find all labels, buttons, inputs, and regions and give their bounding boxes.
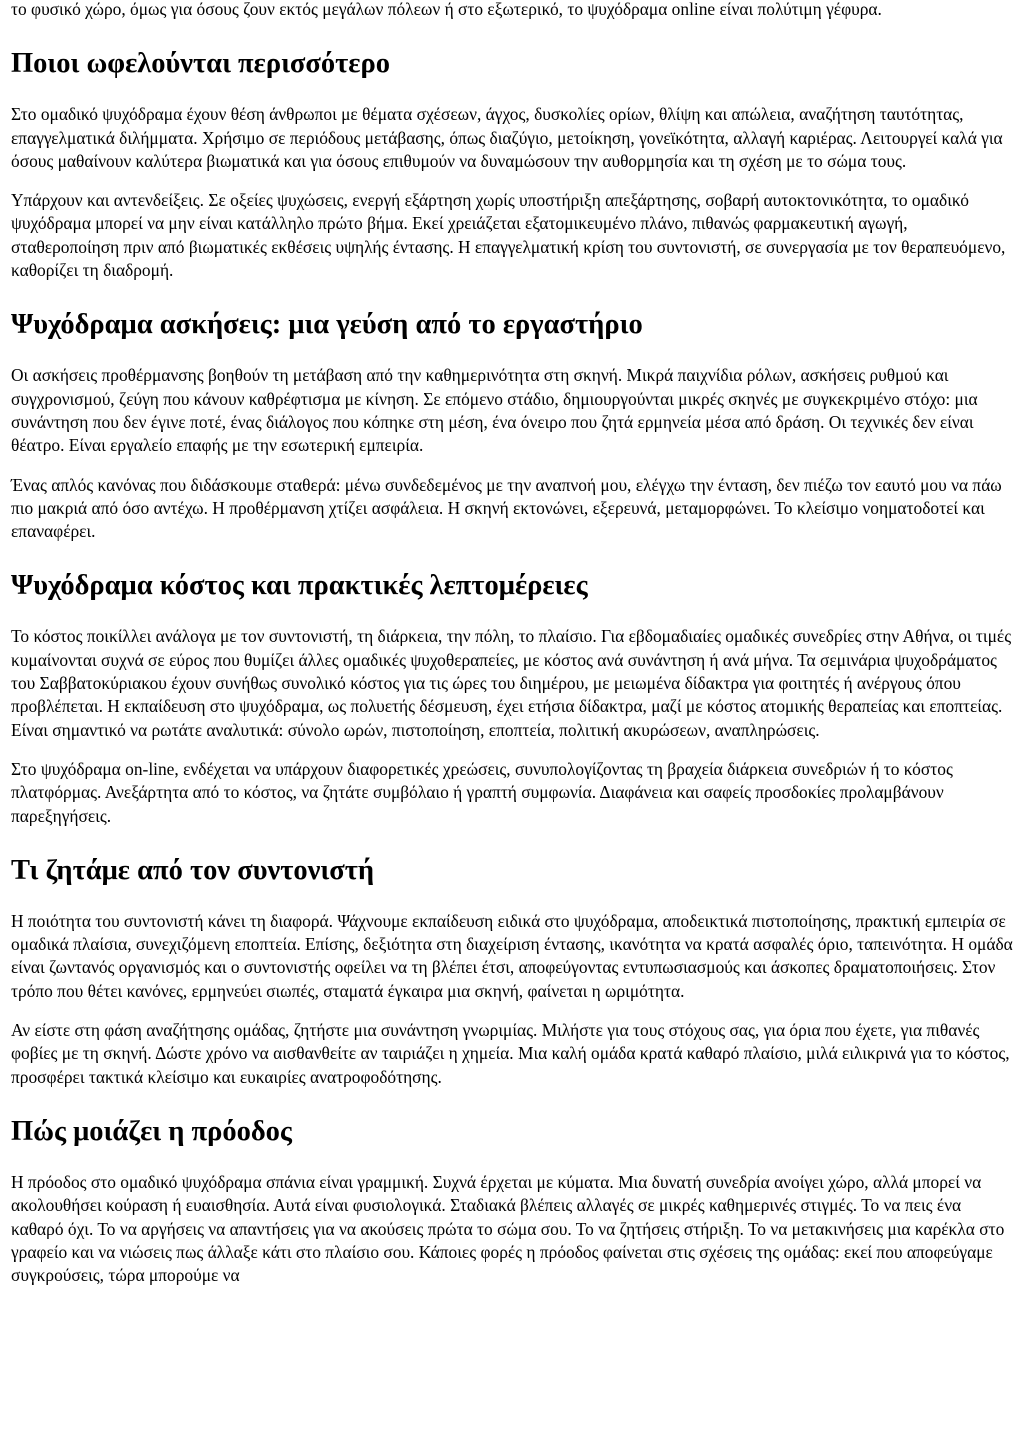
- section-heading: Ψυχόδραμα κόστος και πρακτικές λεπτομέρειες: [11, 570, 588, 602]
- paragraph: Η πρόοδος στο ομαδικό ψυχόδραμα σπάνια είναι γραμμική. Συχνά έρχεται με κύματα. Μια δυνατή συνεδρία ανοίγει χώρο, αλλά μπορεί να ακολουθήσει κούραση ή ευαισθησία. Αυτά είναι φυσιολογικά. Σταδιακά βλέπεις αλλαγές σε μικρές καθημερινές στιγμές. Το να πεις ένα καθαρό όχι. Το να αργήσεις να απαντήσεις για να ακούσεις πρώτα το σώμα σου. Το να ζητήσεις στήριξη. Το να μετακινήσεις μια καρέκλα στο γραφείο και να νιώσεις πως άλλαξε κάτι στο πλαίσιο σου. Κάποιες φορές η πρόοδος φαίνεται στις σχέσεις της ομάδας: εκεί που αποφεύγαμε συγκρούσεις, τώρα μπορούμε να: [11, 1171, 1005, 1286]
- section-heading: Ψυχόδραμα ασκήσεις: μια γεύση από το εργαστήριο: [11, 309, 643, 341]
- section-progress: [11, 1115, 1016, 1287]
- paragraph: Υπάρχουν και αντενδείξεις. Σε οξείες ψυχώσεις, ενεργή εξάρτηση χωρίς υποστήριξη απεξάρτησης, σοβαρή αυτοκτονικότητα, το ομαδικό ψυχόδραμα μπορεί να μην είναι κατάλληλο πρώτο βήμα. Εκεί χρειάζεται εξατομικευμένο πλάνο, πιθανώς φαρμακευτική αγωγή, σταθεροποίηση πριν από βιωματικές εκθέσεις υψηλής έντασης. Η επαγγελματική κρίση του συντονιστή, σε συνεργασία με τον θεραπευόμενο, καθορίζει τη διαδρομή.: [11, 190, 1006, 281]
- section-who-benefits: [11, 47, 1016, 282]
- section-heading: Πώς μοιάζει η πρόοδος: [11, 1115, 292, 1147]
- paragraph: Ένας απλός κανόνας που διδάσκουμε σταθερά: μένω συνδεδεμένος με την αναπνοή μου, ελέγχω την ένταση, δεν πιέζω τον εαυτό μου να πάω πιο μακριά από όσο αντέχω. Η προθέρμανση χτίζει ασφάλεια. Η σκηνή εκτονώνει, εξερευνά, μεταμορφώνει. Το κλείσιμο νοηματοδοτεί και επαναφέρει.: [11, 474, 1002, 542]
- paragraph: Αν είστε στη φάση αναζήτησης ομάδας, ζητήστε μια συνάντηση γνωριμίας. Μιλήστε για τους στόχους σας, για όρια που έχετε, για πιθανές φοβίες με τη σκηνή. Δώστε χρόνο να αισθανθείτε αν ταιριάζει η χημεία. Μια καλή ομάδα κρατά καθαρό πλαίσιο, μιλά ειλικρινά για το κόστος, προσφέρει τακτικά κλείσιμο και ευκαιρίες ανατροφοδότησης.: [11, 1020, 1010, 1087]
- section-facilitator: [11, 854, 1016, 1089]
- paragraph: Η ποιότητα του συντονιστή κάνει τη διαφορά. Ψάχνουμε εκπαίδευση ειδικά στο ψυχόδραμα, αποδεικτικά πιστοποίησης, πρακτική εμπειρία σε ομαδικά πλαίσια, συνεχιζόμενη εποπτεία. Επίσης, δεξιότητα στη διαχείριση έντασης, ικανότητα να κρατά ασφαλές όριο, ταπεινότητα. Η ομάδα είναι ζωντανός οργανισμός και ο συντονιστής οφείλει να τη βλέπει έτσι, αποφεύγοντας εντυπωσιασμούς και άσκοπες δραματοποιήσεις. Στον τρόπο που θέτει κανόνες, ερμηνεύει σιωπές, σταματά έγκαιρα μια σκηνή, φαίνεται η ωριμότητα.: [11, 910, 1013, 1001]
- paragraph: Στο ψυχόδραμα on-line, ενδέχεται να υπάρχουν διαφορετικές χρεώσεις, συνυπολογίζοντας τη βραχεία διάρκεια συνεδριών ή το κόστος πλατφόρμας. Ανεξάρτητα από το κόστος, να ζητάτε συμβόλαιο ή γραπτή συμφωνία. Διαφάνεια και σαφείς προσδοκίες προλαμβάνουν παρεξηγήσεις.: [11, 758, 953, 826]
- section-heading: Τι ζητάμε από τον συντονιστή: [11, 854, 375, 886]
- intro-paragraph: το φυσικό χώρο, όμως για όσους ζουν εκτός μεγάλων πόλεων ή στο εξωτερικό, το ψυχόδραμα online είναι πολύτιμη γέφυρα.: [11, 0, 882, 19]
- section-exercises: [11, 308, 1016, 543]
- section-heading: Ποιοι ωφελούνται περισσότερο: [11, 48, 390, 80]
- section-cost: [11, 569, 1016, 827]
- paragraph: Το κόστος ποικίλλει ανάλογα με τον συντονιστή, τη διάρκεια, την πόλη, το πλαίσιο. Για εβδομαδιαίες ομαδικές συνεδρίες στην Αθήνα, οι τιμές κυμαίνονται συχνά σε εύρος που θυμίζει άλλες ομαδικές ψυχοθεραπείες, με κόστος ανά συνάντηση ή ανά μήνα. Τα σεμινάρια ψυχοδράματος του Σαββατοκύριακου έχουν συνήθως συνολικό κόστος για τις ώρες του διημέρου, με μειωμένα δίδακτρα για φοιτητές ή ανέργους όπου προβλέπεται. Η εκπαίδευση στο ψυχόδραμα, ως πολυετής δέσμευση, έχει ετήσια δίδακτρα, μαζί με κόστος ατομικής θεραπείας και εποπτείας. Είναι σημαντικό να ρωτάτε αναλυτικά: σύνολο ωρών, πιστοποίηση, εποπτεία, πολιτική ακυρώσεων, αναπληρώσεις.: [11, 626, 1012, 740]
- paragraph: Οι ασκήσεις προθέρμανσης βοηθούν τη μετάβαση από την καθημερινότητα στη σκηνή. Μικρά παιχνίδια ρόλων, ασκήσεις ρυθμού και συγχρονισμού, ζεύγη που κάνουν καθρέφτισμα με κίνηση. Σε επόμενο στάδιο, δημιουργούνται μικρές σκηνές με συγκεκριμένο στόχο: μια συνάντηση που δεν έγινε ποτέ, ένας διάλογος που κόπηκε στη μέση, ένα όνειρο που ζητά ερμηνεία μέσα από δράση. Οι τεχνικές δεν είναι θέατρο. Είναι εργαλείο επαφής με την εσωτερική εμπειρία.: [11, 365, 978, 456]
- paragraph: Στο ομαδικό ψυχόδραμα έχουν θέση άνθρωποι με θέματα σχέσεων, άγχος, δυσκολίες ορίων, θλίψη και απώλεια, αναζήτηση ταυτότητας, επαγγελματικά διλήμματα. Χρήσιμο σε περιόδους μετάβασης, όπως διαζύγιο, μετοίκηση, γονεϊκότητα, αλλαγή καριέρας. Λειτουργεί καλά για όσους μαθαίνουν καλύτερα βιωματικά και για όσους επιθυμούν να δυναμώσουν την αυθορμησία και τη σχέση με το σώμα τους.: [11, 104, 1003, 171]
